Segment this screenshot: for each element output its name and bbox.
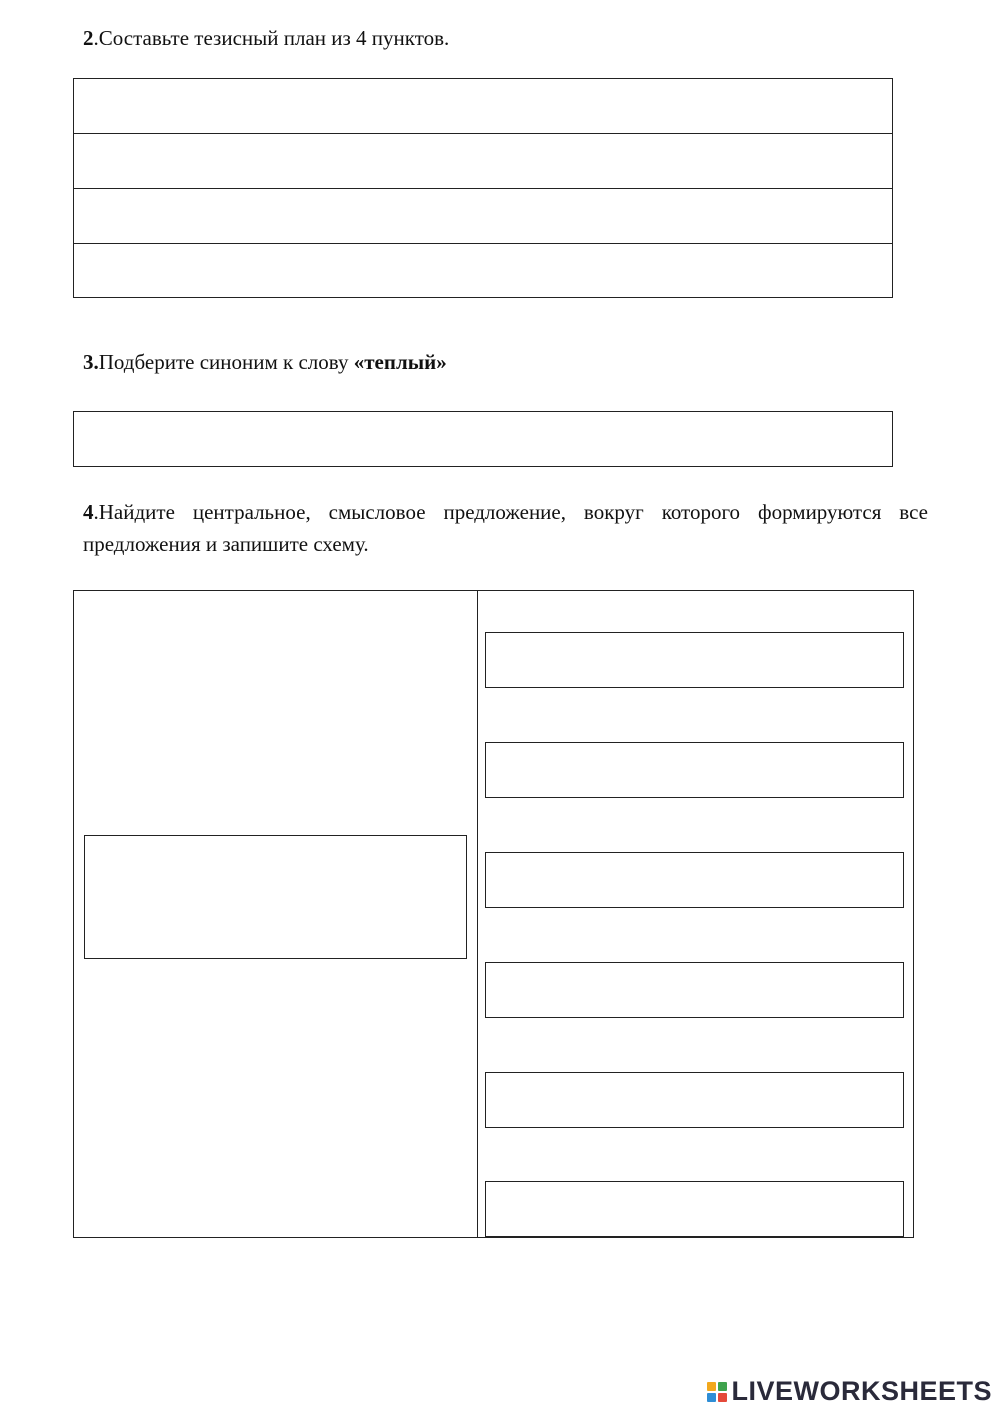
logo-text: LIVEWORKSHEETS (731, 1376, 992, 1406)
logo-tile-1 (707, 1382, 716, 1391)
logo-tile-3 (707, 1393, 716, 1402)
central-sentence-field[interactable] (84, 835, 467, 959)
plan-point-1-field[interactable] (74, 79, 892, 134)
task-4-heading (83, 496, 928, 560)
branch-sentence-field-2[interactable] (485, 742, 904, 798)
logo-tiles-icon (707, 1382, 727, 1402)
task-2-text: .Составьте тезисный план из 4 пунктов. (93, 26, 450, 50)
plan-point-3-field[interactable] (74, 189, 892, 244)
task-4-text: .Найдите центральное, смысловое предложение, вокруг которого формируются все предложения и запишите схему. (83, 500, 928, 556)
branch-sentence-field-4[interactable] (485, 962, 904, 1018)
branch-sentence-field-5[interactable] (485, 1072, 904, 1128)
scheme-divider (477, 591, 478, 1237)
branch-sentence-field-3[interactable] (485, 852, 904, 908)
plan-point-2-field[interactable] (74, 134, 892, 189)
task-3-heading (83, 346, 447, 378)
task-3-word: «теплый» (353, 350, 447, 374)
thesis-plan-table (73, 78, 893, 298)
branch-sentence-field-1[interactable] (485, 632, 904, 688)
task-4-number: 4 (83, 500, 94, 524)
logo-tile-2 (718, 1382, 727, 1391)
task-2-heading (83, 22, 449, 54)
task-3-text: Подберите синоним к слову (98, 350, 354, 374)
liveworksheets-logo (707, 1376, 992, 1407)
plan-point-4-field[interactable] (74, 244, 892, 298)
sentence-scheme-frame (73, 590, 914, 1238)
task-2-number: 2 (83, 26, 94, 50)
synonym-answer-field[interactable] (73, 411, 893, 467)
logo-tile-4 (718, 1393, 727, 1402)
task-3-number: 3. (83, 350, 99, 374)
branch-sentence-field-6[interactable] (485, 1181, 904, 1237)
